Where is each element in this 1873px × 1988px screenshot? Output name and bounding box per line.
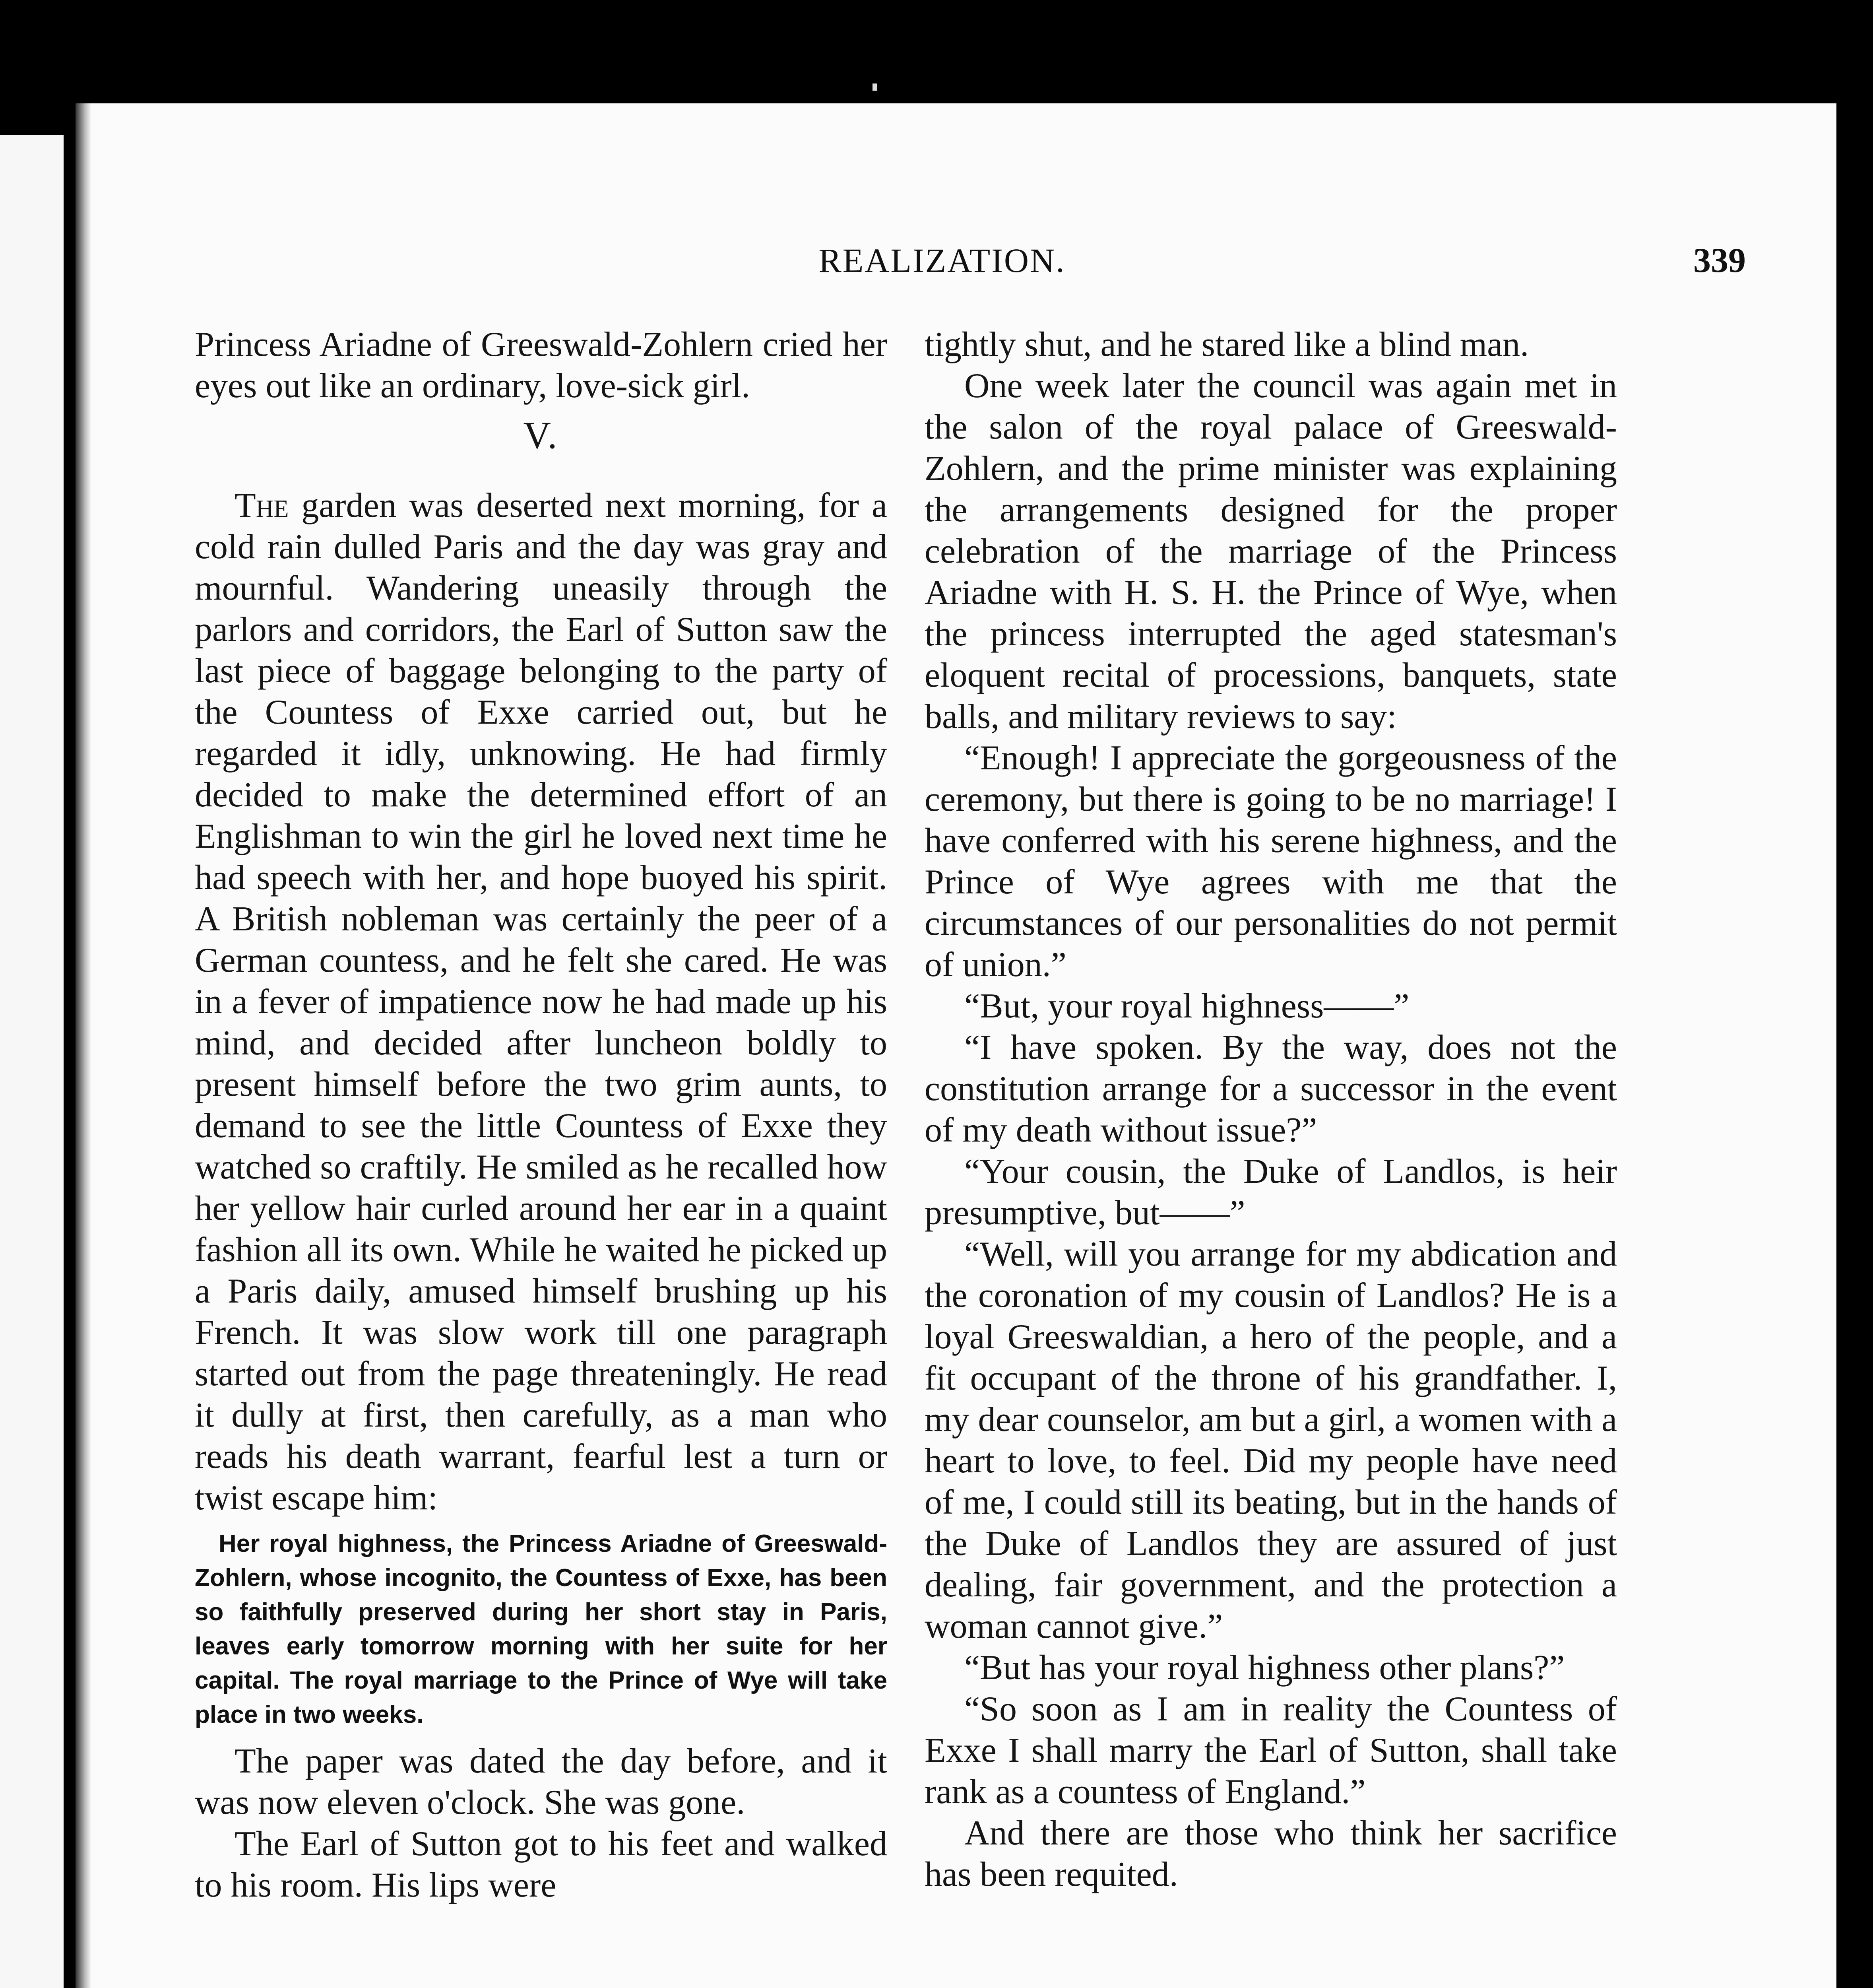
paragraph: One week later the council was again met in the salon of the royal palace of Greeswald-Zohlern, and the prime minister was explaining the arrangements designed for the proper celebration of the marriage of the Princess Ariadne with H. S. H. the Prince of Wye, when the princess interrupted the aged statesman's eloquent recital of processions, banquets, state balls, and military reviews to say: [925, 367, 1617, 736]
paragraph [195, 485, 887, 1519]
section-number: V. [523, 414, 559, 456]
paragraph: The paper was dated the day before, and it was now eleven o'clock. She was gone. [195, 1742, 887, 1822]
paragraph: “I have spoken. By the way, does not the constitution arrange for a successor in the event of my death without issue?” [925, 1028, 1617, 1149]
page-number: 339 [1693, 241, 1746, 280]
page-gutter-shadow [76, 103, 91, 1988]
paragraph: “So soon as I am in reality the Countess of Exxe I shall marry the Earl of Sutton, shall take rank as a countess of England.” [925, 1690, 1617, 1811]
running-head: REALIZATION. [818, 241, 1066, 280]
newspaper-excerpt [195, 1527, 887, 1732]
paragraph: tightly shut, and he stared like a blind man. [925, 325, 1529, 364]
paragraph-text: garden was deserted next morning, for a cold rain dulled Paris and the day was gray and mournful. Wandering uneasily through the parlors and corridors, the Earl of Sutton saw the last piece of baggage belonging to the party of the Countess of Exxe carried out, but he regarded it idly, unknowing. He had firmly decided to make the determined effort of an Englishman to win the girl he loved next time he had speech with her, and hope buoyed his spirit. A British nobleman was certainly the peer of a German countess, and he felt she cared. He was in a fever of impatience now he had made up his mind, and decided after luncheon boldly to present himself before the two grim aunts, to demand to see the little Countess of Exxe they watched so craftily. He smiled as he recalled how her yellow hair curled around her ear in a quaint fashion all its own. While he waited he picked up a Paris daily, amused himself brushing up his French. It was slow work till one paragraph started out from the page threateningly. He read it dully at first, then carefully, as a man who reads his death warrant, fearful lest a turn or twist escape him: [195, 486, 887, 1517]
right-column [925, 324, 1617, 1895]
paragraph: “But has your royal highness other plans?” [964, 1648, 1565, 1687]
paragraph: “But, your royal highness——” [964, 987, 1410, 1025]
paragraph: “Enough! I appreciate the gorgeousness of the ceremony, but there is going to be no marriage! I have conferred with his serene highness, and the Prince of Wye agrees with me that the circumstances of our personalities do not permit of union.” [925, 739, 1617, 984]
newspaper-excerpt-text: Her royal highness, the Princess Ariadne of Greeswald-Zohlern, whose incognito, the Countess of Exxe, has been so faithfully preserved during her short stay in Paris, leaves early tomorrow morning with her suite for her capital. The royal marriage to the Prince of Wye will take place in two weeks. [195, 1530, 887, 1728]
paragraph: The Earl of Sutton got to his feet and walked to his room. His lips were [195, 1825, 887, 1905]
paragraph: And there are those who think her sacrifice has been requited. [925, 1814, 1617, 1894]
left-column [195, 324, 887, 1906]
paragraph: Princess Ariadne of Greeswald-Zohlern cried her eyes out like an ordinary, love-sick girl. [195, 325, 887, 405]
dust-speck [873, 83, 877, 91]
facing-page-edge [0, 135, 64, 1988]
paragraph: “Well, will you arrange for my abdication and the coronation of my cousin of Landlos? He is a loyal Greeswaldian, a hero of the people, and a fit occupant of the throne of his grandfather. I, my dear counselor, am but a girl, a women with a heart to love, to feel. Did my people have need of me, I could still its beating, but in the hands of the Duke of Landlos they are assured of just dealing, fair government, and the protection a woman cannot give.” [925, 1235, 1617, 1646]
book-page [76, 103, 1836, 1988]
drop-word: The [235, 486, 289, 525]
paragraph: “Your cousin, the Duke of Landlos, is heir presumptive, but——” [925, 1152, 1617, 1232]
